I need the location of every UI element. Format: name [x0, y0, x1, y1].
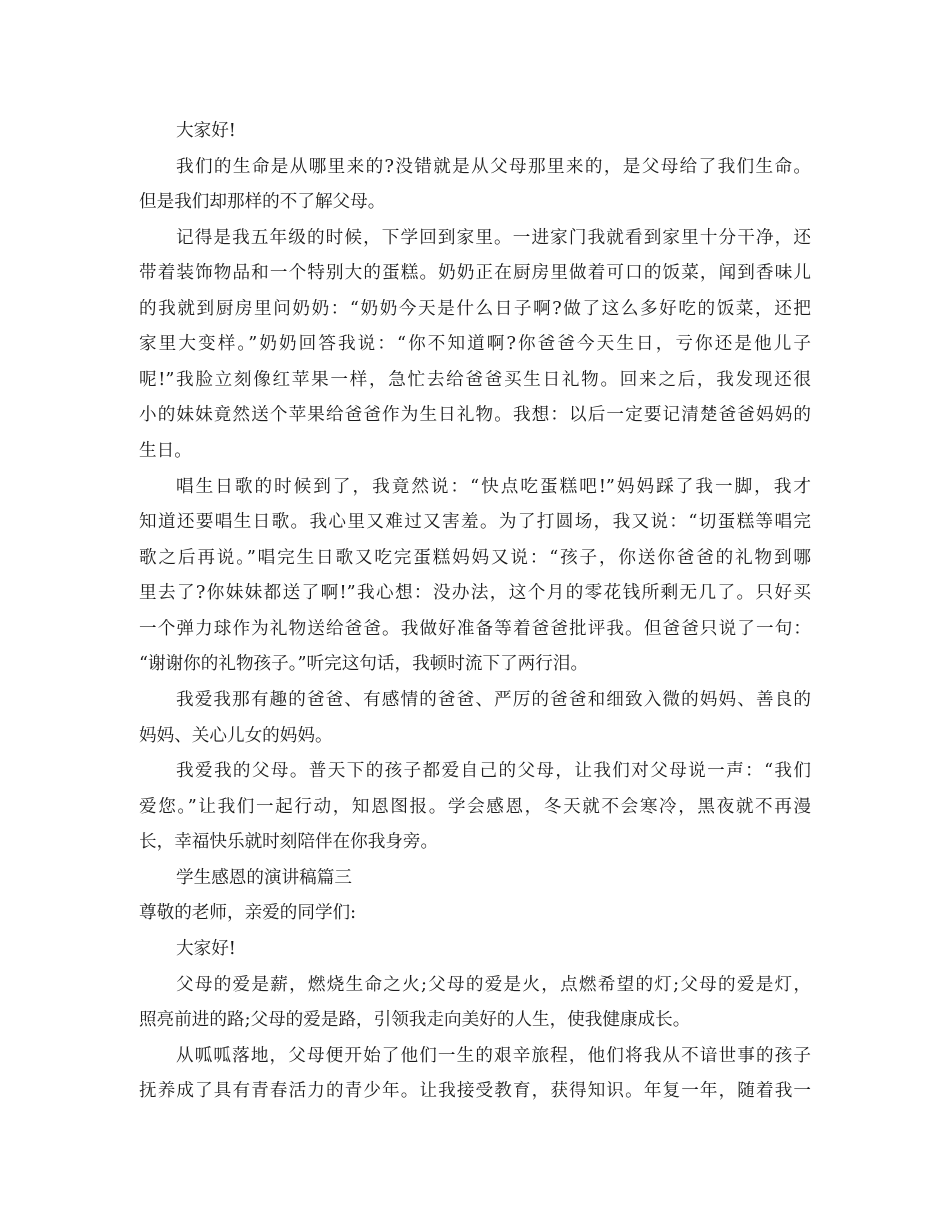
paragraph-3-line-4: 里去了?你妹妹都送了啊!”我心想：没办法，这个月的零花钱所剩无几了。只好买: [139, 583, 811, 603]
paragraph-2-line-3: 的我就到厨房里问奶奶：“奶奶今天是什么日子啊?做了这么多好吃的饭菜，还把: [139, 299, 811, 319]
paragraph-2-line-6: 小的妹妹竟然送个苹果给爸爸作为生日礼物。我想：以后一定要记清楚爸爸妈妈的: [139, 405, 811, 425]
paragraph-5-line-1: 我爱我的父母。普天下的孩子都爱自己的父母，让我们对父母说一声：“我们: [176, 761, 811, 781]
paragraph-2-line-4: 家里大变样。”奶奶回答我说：“你不知道啊?你爸爸今天生日，亏你还是他儿子: [139, 334, 811, 354]
paragraph-7-line-2: 抚养成了具有青春活力的青少年。让我接受教育，获得知识。年复一年，随着我一: [139, 1081, 811, 1101]
paragraph-2-line-7: 生日。: [139, 441, 192, 461]
paragraph-1-line-1: 我们的生命是从哪里来的?没错就是从父母那里来的，是父母给了我们生命。: [176, 157, 811, 177]
paragraph-5-line-3: 长，幸福快乐就时刻陪伴在你我身旁。: [139, 832, 439, 852]
paragraph-3-line-6: “谢谢你的礼物孩子。”听完这句话，我顿时流下了两行泪。: [139, 654, 589, 674]
salutation-line: 尊敬的老师，亲爱的同学们:: [139, 903, 357, 923]
greeting-line: 大家好!: [176, 121, 236, 141]
paragraph-4-line-1: 我爱我那有趣的爸爸、有感情的爸爸、严厉的爸爸和细致入微的妈妈、善良的: [176, 690, 811, 710]
paragraph-6-line-1: 父母的爱是薪，燃烧生命之火;父母的爱是火，点燃希望的灯;父母的爱是灯，: [176, 975, 811, 995]
section-title: 学生感恩的演讲稿篇三: [176, 868, 352, 888]
paragraph-7-line-1: 从呱呱落地，父母便开始了他们一生的艰辛旅程，他们将我从不谙世事的孩子: [176, 1046, 811, 1066]
paragraph-4-line-2: 妈妈、关心儿女的妈妈。: [139, 726, 333, 746]
paragraph-2-line-2: 带着装饰物品和一个特别大的蛋糕。奶奶正在厨房里做着可口的饭菜，闻到香味儿: [139, 263, 811, 283]
paragraph-2-line-1: 记得是我五年级的时候，下学回到家里。一进家门我就看到家里十分干净，还: [176, 228, 811, 248]
paragraph-3-line-3: 歌之后再说。”唱完生日歌又吃完蛋糕妈妈又说：“孩子，你送你爸爸的礼物到哪: [139, 548, 811, 568]
paragraph-6-line-2: 照亮前进的路;父母的爱是路，引领我走向美好的人生，使我健康成长。: [139, 1010, 691, 1030]
paragraph-3-line-2: 知道还要唱生日歌。我心里又难过又害羞。为了打圆场，我又说：“切蛋糕等唱完: [139, 512, 811, 532]
paragraph-5-line-2: 爱您。”让我们一起行动，知恩图报。学会感恩，冬天就不会寒冷，黑夜就不再漫: [139, 797, 811, 817]
greeting-line-2: 大家好!: [176, 939, 236, 959]
paragraph-1-line-2: 但是我们却那样的不了解父母。: [139, 192, 386, 212]
paragraph-2-line-5: 呢!”我脸立刻像红苹果一样，急忙去给爸爸买生日礼物。回来之后，我发现还很: [139, 370, 811, 390]
paragraph-3-line-1: 唱生日歌的时候到了，我竟然说：“快点吃蛋糕吧!”妈妈踩了我一脚，我才: [176, 477, 811, 497]
paragraph-3-line-5: 一个弹力球作为礼物送给爸爸。我做好准备等着爸爸批评我。但爸爸只说了一句：: [139, 619, 811, 639]
